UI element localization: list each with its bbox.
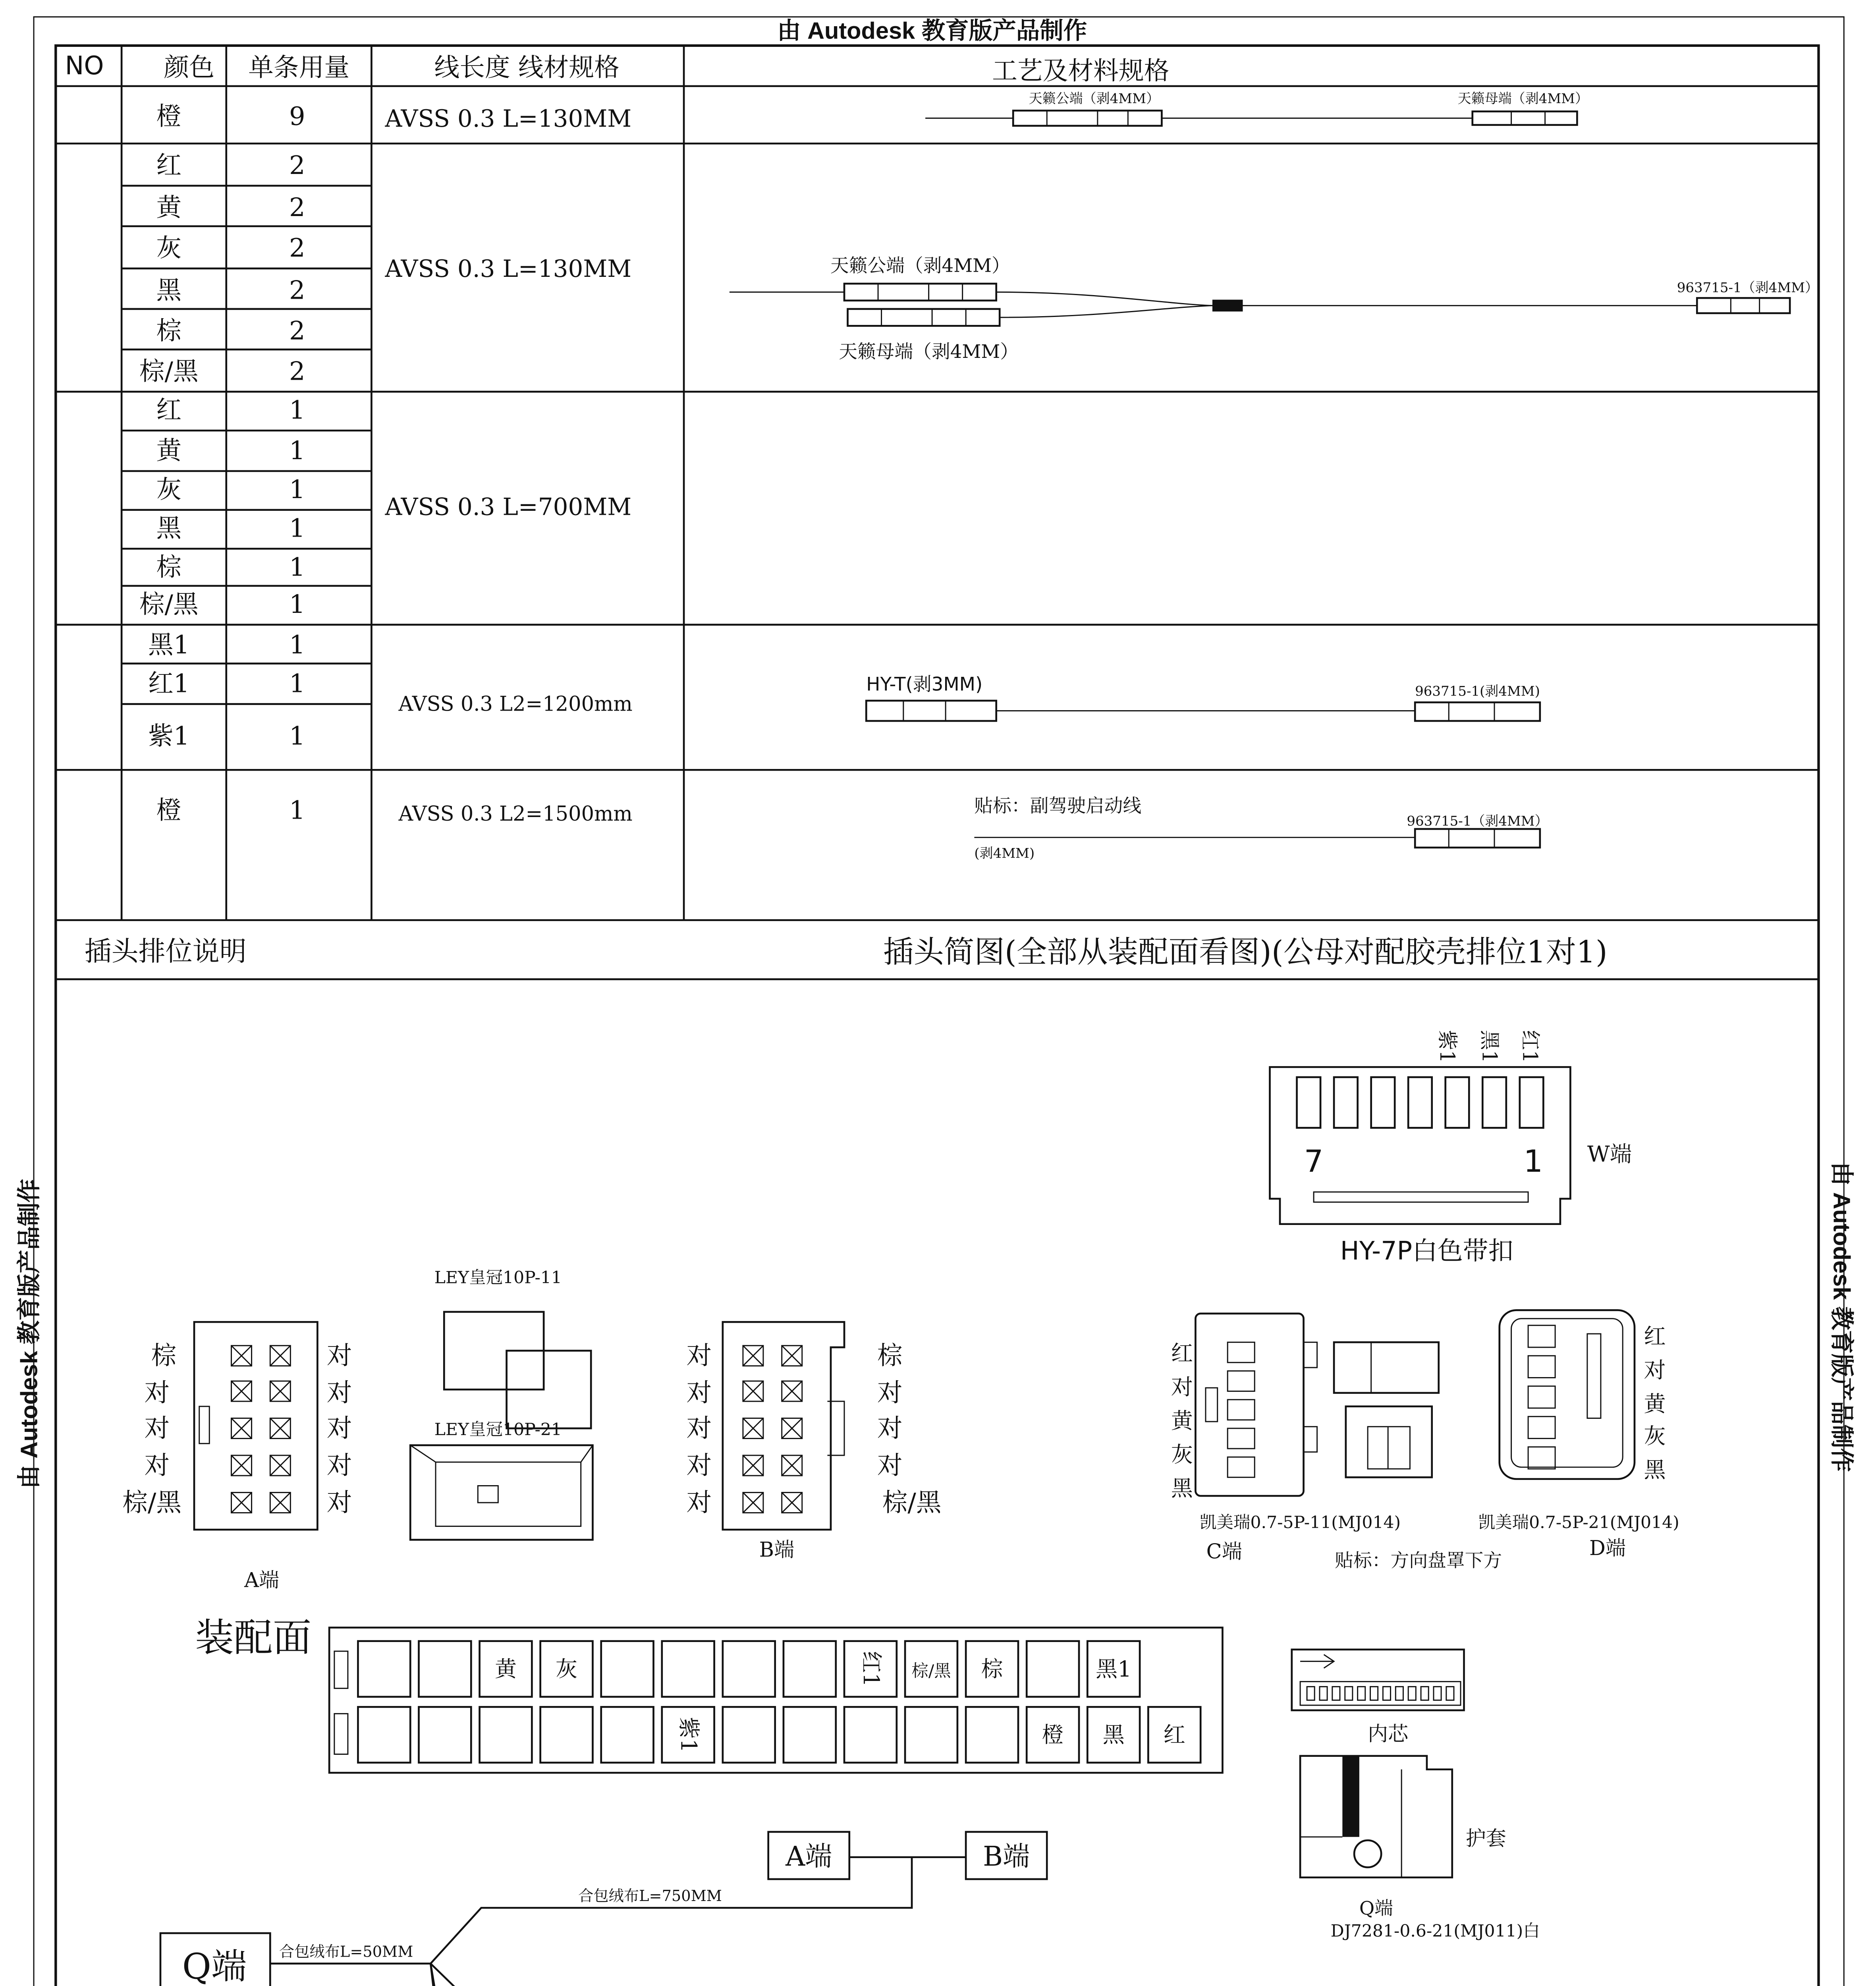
w-pin-cavity xyxy=(1371,1077,1395,1128)
c-name: C端 xyxy=(1206,1540,1242,1564)
assembly-cell-label: 灰 xyxy=(555,1656,578,1682)
b-connector xyxy=(723,1322,844,1530)
assembly-cell-label: 红 xyxy=(1163,1722,1185,1748)
c-label: 黄 xyxy=(1171,1408,1193,1434)
b-left-label: 对 xyxy=(686,1488,712,1518)
g2-qty: 2 xyxy=(289,193,305,223)
a-right-label: 对 xyxy=(326,1378,352,1408)
tree-b-name: B端 xyxy=(983,1841,1030,1872)
assembly-cell-label: 红1 xyxy=(858,1651,884,1687)
g3-qty: 1 xyxy=(289,396,305,425)
g2-qty: 2 xyxy=(289,276,305,305)
assembly-cell xyxy=(905,1707,957,1762)
w-pin-cavity xyxy=(1482,1077,1506,1128)
g5-spec: AVSS 0.3 L2=1500mm xyxy=(398,802,633,826)
g2-color: 红 xyxy=(156,151,182,180)
a-right-label: 对 xyxy=(326,1414,352,1443)
w-pin-cavity xyxy=(1334,1077,1358,1128)
a-right-label: 对 xyxy=(326,1451,352,1480)
ley-10p-21-shape xyxy=(410,1445,593,1540)
assembly-cell-label: 黑 xyxy=(1102,1722,1125,1748)
inner-frame xyxy=(56,46,1818,1986)
assembly-cell-label: 黄 xyxy=(494,1656,517,1682)
g4-left-label: HY-T(剥3MM) xyxy=(866,674,983,695)
g2-wire-diagram xyxy=(730,284,1790,326)
assembly-cell-label: 紫1 xyxy=(676,1717,701,1753)
a-cavity xyxy=(232,1346,252,1366)
a-cavity xyxy=(270,1346,290,1366)
header-color: 颜色 xyxy=(164,53,214,83)
b-cavity xyxy=(743,1493,763,1513)
q-core-pin xyxy=(1345,1687,1353,1700)
q-model: DJ7281-0.6-21(MJ011)白 xyxy=(1330,1921,1540,1941)
section-title: 插头简图(全部从装配面看图)(公母对配胶壳排位1对1) xyxy=(883,934,1608,970)
c-cavity xyxy=(1228,1428,1255,1449)
g2-qty: 2 xyxy=(289,234,305,263)
b-right-label: 棕/黑 xyxy=(882,1488,942,1518)
g2-qty: 2 xyxy=(289,357,305,386)
g4-color: 紫1 xyxy=(148,721,190,751)
g5-qty: 1 xyxy=(289,796,305,825)
g5-terminal-label: 963715-1（剥4MM） xyxy=(1407,813,1548,829)
w-pin-cavity xyxy=(1408,1077,1432,1128)
b-cavity xyxy=(743,1381,763,1401)
w-pin-cavity xyxy=(1520,1077,1544,1128)
b-cavity xyxy=(782,1418,802,1439)
g3-qty: 1 xyxy=(289,436,305,466)
w-pin-label: 红1 xyxy=(1518,1030,1542,1063)
assembly-cell xyxy=(784,1707,836,1762)
w-pin-left: 7 xyxy=(1304,1144,1324,1179)
assembly-cell-label: 棕 xyxy=(981,1656,1003,1682)
c-connector xyxy=(1195,1314,1317,1496)
g3-qty: 1 xyxy=(289,514,305,543)
a-cavity xyxy=(232,1493,252,1513)
b-cavity xyxy=(743,1455,763,1476)
b-left-label: 对 xyxy=(686,1378,712,1408)
c-cavity xyxy=(1228,1400,1255,1420)
assembly-cell xyxy=(601,1707,654,1762)
b-cavity xyxy=(782,1346,802,1366)
d-label: 对 xyxy=(1644,1358,1666,1383)
g2-female-label: 天籁母端（剥4MM） xyxy=(839,341,1019,363)
b-cavity xyxy=(782,1381,802,1401)
assembly-cell xyxy=(419,1641,471,1697)
q-core-pin xyxy=(1421,1687,1428,1700)
g1-wire-diagram xyxy=(925,110,1577,126)
assembly-cell xyxy=(419,1707,471,1762)
c-label: 红 xyxy=(1171,1341,1193,1367)
q-core-shape xyxy=(1292,1650,1464,1710)
assembly-cell xyxy=(358,1707,410,1762)
g3-color: 灰 xyxy=(156,475,182,504)
g3-qty: 1 xyxy=(289,475,305,504)
g1-male-label: 天籁公端（剥4MM） xyxy=(1029,91,1160,107)
tree-a-name: A端 xyxy=(786,1841,832,1872)
a-cavity xyxy=(270,1455,290,1476)
assembly-cell xyxy=(662,1641,714,1697)
outer-frame xyxy=(34,17,1844,1986)
a-cavity xyxy=(270,1381,290,1401)
a-cavity xyxy=(232,1455,252,1476)
assembly-cell-label: 橙 xyxy=(1042,1722,1064,1748)
c-cavity xyxy=(1228,1371,1255,1391)
d-label: 黑 xyxy=(1644,1457,1666,1483)
c-label: 灰 xyxy=(1171,1442,1193,1468)
w-pin-label: 黑1 xyxy=(1477,1030,1501,1063)
header-qty: 单条用量 xyxy=(248,53,350,83)
b-cavity xyxy=(743,1418,763,1439)
g2-qty: 2 xyxy=(289,316,305,346)
d-label: 灰 xyxy=(1644,1424,1666,1449)
g4-spec: AVSS 0.3 L2=1200mm xyxy=(398,692,633,716)
w-name: W端 xyxy=(1587,1142,1632,1167)
assembly-label: 装配面 xyxy=(195,1615,312,1661)
assembly-cell-label: 黑1 xyxy=(1096,1656,1132,1682)
q-core-pin xyxy=(1446,1687,1454,1700)
harness-branch-tree xyxy=(160,1832,1047,1986)
g2-spec: AVSS 0.3 L=130MM xyxy=(385,255,632,283)
a-left-label: 对 xyxy=(144,1414,170,1443)
c-cavity xyxy=(1228,1342,1255,1362)
q-core-pin xyxy=(1320,1687,1327,1700)
b-right-label: 对 xyxy=(877,1378,903,1408)
b-cavity xyxy=(743,1346,763,1366)
q-core-pin xyxy=(1307,1687,1314,1700)
a-right-label: 对 xyxy=(326,1488,352,1518)
d-cavity xyxy=(1528,1386,1555,1408)
g2-male-label: 天籁公端（剥4MM） xyxy=(830,255,1010,277)
g5-tag-label: 贴标：副驾驶启动线 xyxy=(974,795,1142,817)
w-pin-cavity xyxy=(1446,1077,1469,1128)
b-right-label: 对 xyxy=(877,1414,903,1443)
g3-color: 黄 xyxy=(156,436,182,466)
g3-spec: AVSS 0.3 L=700MM xyxy=(385,493,632,521)
a-left-label: 棕/黑 xyxy=(122,1488,182,1518)
a-left-label: 对 xyxy=(144,1451,170,1480)
a-cavity xyxy=(270,1418,290,1439)
section-left: 插头排位说明 xyxy=(84,936,247,968)
g3-color: 棕/黑 xyxy=(139,589,199,619)
g4-terminal-label: 963715-1(剥4MM) xyxy=(1415,683,1540,699)
q-core-pin xyxy=(1383,1687,1390,1700)
assembly-cell xyxy=(601,1641,654,1697)
q-core-pin xyxy=(1358,1687,1365,1700)
g2-color: 灰 xyxy=(156,234,182,263)
g5-wire-diagram xyxy=(974,829,1540,848)
ley-top-label: LEY皇冠10P-11 xyxy=(434,1268,562,1288)
assembly-cell-label: 棕/黑 xyxy=(911,1661,951,1681)
bom-table-grid xyxy=(56,46,1818,1986)
w-pin-cavity xyxy=(1297,1077,1321,1128)
b-left-label: 对 xyxy=(686,1414,712,1443)
header-no: NO xyxy=(65,51,104,81)
q-core-pin xyxy=(1370,1687,1378,1700)
ley-bottom-label: LEY皇冠10P-21 xyxy=(434,1420,562,1440)
g1-qty: 9 xyxy=(289,102,305,131)
g4-color: 红1 xyxy=(148,669,190,699)
c-cavity xyxy=(1228,1457,1255,1477)
g2-terminal-label: 963715-1（剥4MM） xyxy=(1677,280,1818,296)
q-core-pin xyxy=(1395,1687,1403,1700)
d-cavity xyxy=(1528,1356,1555,1377)
g4-wire-diagram xyxy=(866,701,1540,721)
g2-qty: 2 xyxy=(289,151,305,180)
w-model: HY-7P白色带扣 xyxy=(1340,1236,1514,1266)
q-core-pin xyxy=(1434,1687,1441,1700)
assembly-cell xyxy=(480,1707,532,1762)
a-cavity xyxy=(270,1493,290,1513)
assembly-cell xyxy=(723,1707,775,1762)
g2-color: 黄 xyxy=(156,193,182,223)
g4-color: 黑1 xyxy=(148,630,190,660)
d-model: 凯美瑞0.7-5P-21(MJ014) xyxy=(1478,1513,1679,1532)
b-left-label: 对 xyxy=(686,1341,712,1371)
b-right-label: 对 xyxy=(877,1451,903,1480)
g2-color: 棕/黑 xyxy=(139,357,199,386)
g3-qty: 1 xyxy=(289,589,305,619)
c-model: 凯美瑞0.7-5P-11(MJ014) xyxy=(1199,1513,1401,1532)
b-right-label: 棕 xyxy=(877,1341,903,1371)
q-core-pin xyxy=(1332,1687,1340,1700)
ley-10p-11-shape xyxy=(444,1312,591,1428)
g3-color: 黑 xyxy=(156,514,182,543)
g4-qty: 1 xyxy=(289,630,305,660)
g1-female-label: 天籁母端（剥4MM） xyxy=(1457,91,1588,107)
assembly-cell xyxy=(723,1641,775,1697)
tree-l50-label: 合包绒布L=50MM xyxy=(279,1943,413,1961)
assembly-face xyxy=(329,1628,1222,1773)
watermark-top: 由 Autodesk 教育版产品制作 xyxy=(777,17,1087,44)
a-left-label: 棕 xyxy=(151,1341,177,1371)
cd-plug-side-view xyxy=(1334,1342,1439,1477)
g1-color: 橙 xyxy=(156,102,182,131)
assembly-cell xyxy=(540,1707,593,1762)
g5-color: 橙 xyxy=(156,796,182,825)
a-cavity xyxy=(232,1381,252,1401)
b-cavity xyxy=(782,1455,802,1476)
w-pin-right: 1 xyxy=(1523,1144,1543,1179)
q-core-label: 内芯 xyxy=(1368,1722,1409,1746)
g2-color: 棕 xyxy=(156,316,182,346)
a-connector xyxy=(194,1322,317,1530)
assembly-cell xyxy=(358,1641,410,1697)
tree-l750-ab-label: 合包绒布L=750MM xyxy=(578,1887,722,1905)
a-right-label: 对 xyxy=(326,1341,352,1371)
assembly-cell xyxy=(844,1707,897,1762)
watermark-right: 由 Autodesk 教育版产品制作 xyxy=(1828,1162,1855,1472)
b-left-label: 对 xyxy=(686,1451,712,1480)
d-cavity xyxy=(1528,1325,1555,1347)
d-cavity xyxy=(1528,1416,1555,1438)
watermark-left: 由 Autodesk 教育版产品制作 xyxy=(15,1178,42,1489)
c-label: 黑 xyxy=(1171,1476,1193,1502)
assembly-cell xyxy=(1027,1641,1079,1697)
b-name: B端 xyxy=(759,1538,795,1562)
g3-color: 棕 xyxy=(156,553,182,582)
d-cavity xyxy=(1528,1447,1555,1469)
d-connector xyxy=(1500,1310,1635,1479)
header-process: 工艺及材料规格 xyxy=(992,56,1170,86)
a-cavity xyxy=(232,1418,252,1439)
b-cavity xyxy=(782,1493,802,1513)
assembly-cell xyxy=(784,1641,836,1697)
g2-color: 黑 xyxy=(156,276,182,305)
d-label: 黄 xyxy=(1644,1391,1666,1417)
q-sheath-label: 护套 xyxy=(1465,1827,1506,1851)
q-sheath-shape xyxy=(1300,1756,1452,1878)
assembly-cell xyxy=(966,1707,1018,1762)
g4-qty: 1 xyxy=(289,669,305,699)
c-label: 对 xyxy=(1171,1375,1193,1401)
d-name: D端 xyxy=(1589,1536,1626,1560)
g4-qty: 1 xyxy=(289,721,305,751)
g5-strip-label: (剥4MM) xyxy=(974,845,1035,862)
q-name: Q端 xyxy=(1359,1898,1393,1920)
cd-tag-label: 贴标：方向盘罩下方 xyxy=(1335,1550,1502,1572)
g1-spec: AVSS 0.3 L=130MM xyxy=(385,105,632,133)
q-core-pin xyxy=(1408,1687,1416,1700)
a-left-label: 对 xyxy=(144,1378,170,1408)
tree-q-name: Q端 xyxy=(182,1946,247,1986)
g3-qty: 1 xyxy=(289,553,305,582)
header-spec: 线长度 线材规格 xyxy=(434,53,620,83)
d-label: 红 xyxy=(1644,1324,1666,1350)
g3-color: 红 xyxy=(156,396,182,425)
w-pin-label: 紫1 xyxy=(1435,1030,1459,1063)
a-name: A端 xyxy=(244,1569,279,1592)
